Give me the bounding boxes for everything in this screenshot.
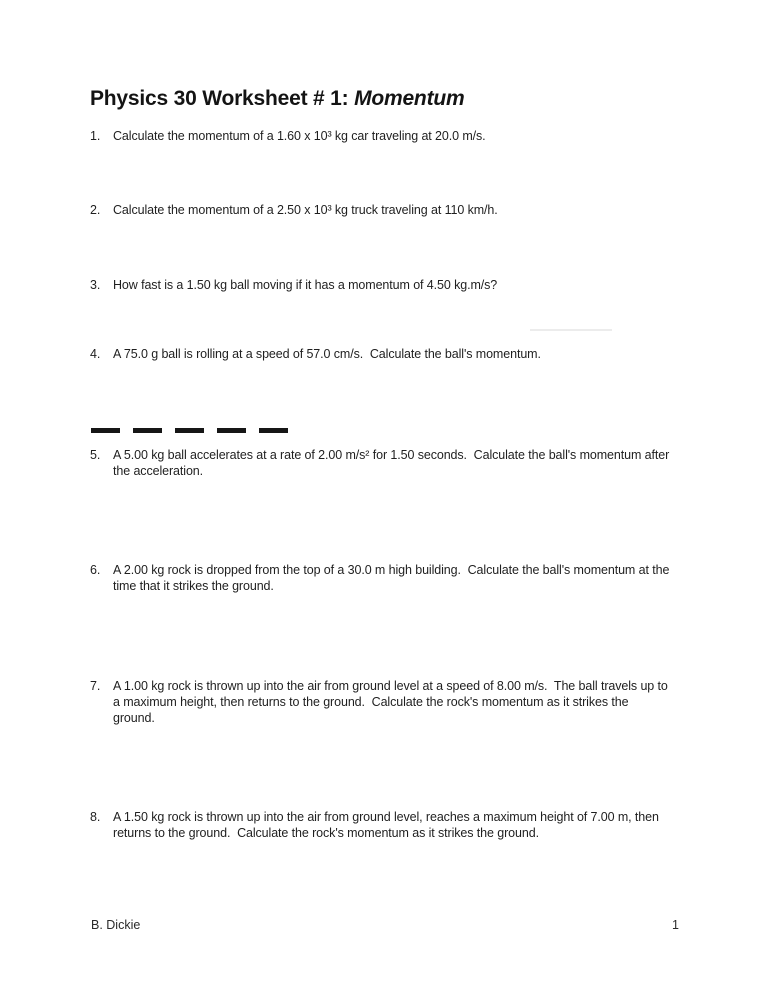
question-1-number: 1. — [90, 129, 101, 143]
question-5 — [90, 447, 672, 479]
question-5-number: 5. — [90, 448, 101, 462]
question-7-number: 7. — [90, 679, 101, 693]
question-6 — [90, 562, 672, 594]
footer-page-number: 1 — [672, 918, 679, 932]
question-6-text: A 2.00 kg rock is dropped from the top of a 30.0 m high building. Calculate the ball's momentum at the time that it strikes the ground. — [113, 563, 673, 593]
question-6-number: 6. — [90, 563, 101, 577]
page-footer — [91, 917, 679, 933]
question-4-number: 4. — [90, 347, 101, 361]
question-2 — [90, 202, 672, 218]
question-3-number: 3. — [90, 278, 101, 292]
dashed-separator — [91, 428, 288, 433]
question-8 — [90, 809, 672, 841]
worksheet-title — [90, 86, 464, 112]
question-1 — [90, 128, 672, 144]
footer-author: B. Dickie — [91, 918, 141, 932]
worksheet-title-prefix: Physics 30 Worksheet # 1: — [90, 87, 355, 110]
question-8-text: A 1.50 kg rock is thrown up into the air from ground level, reaches a maximum height of 7.00 m, then returns to the ground. Calculate the rock's momentum as it strikes the ground. — [113, 810, 663, 840]
question-4-text: A 75.0 g ball is rolling at a speed of 57.0 cm/s. Calculate the ball's momentum. — [113, 347, 541, 361]
question-7 — [90, 678, 672, 726]
question-3-text: How fast is a 1.50 kg ball moving if it has a momentum of 4.50 kg.m/s? — [113, 278, 498, 292]
question-8-number: 8. — [90, 810, 101, 824]
question-7-text: A 1.00 kg rock is thrown up into the air from ground level at a speed of 8.00 m/s. The ball travels up to a maximum height, then returns to the ground. Calculate the rock's momentum as it strikes the ground. — [113, 679, 672, 725]
worksheet-title-emphasis: Momentum — [354, 87, 465, 110]
question-5-text: A 5.00 kg ball accelerates at a rate of 2.00 m/s² for 1.50 seconds. Calculate the ball's momentum after the acceleration. — [113, 448, 673, 478]
question-1-text: Calculate the momentum of a 1.60 x 10³ kg car traveling at 20.0 m/s. — [113, 129, 486, 143]
scan-artifact — [530, 329, 612, 331]
question-2-number: 2. — [90, 203, 101, 217]
question-4 — [90, 346, 672, 362]
question-2-text: Calculate the momentum of a 2.50 x 10³ kg truck traveling at 110 km/h. — [113, 203, 498, 217]
question-3 — [90, 277, 672, 293]
